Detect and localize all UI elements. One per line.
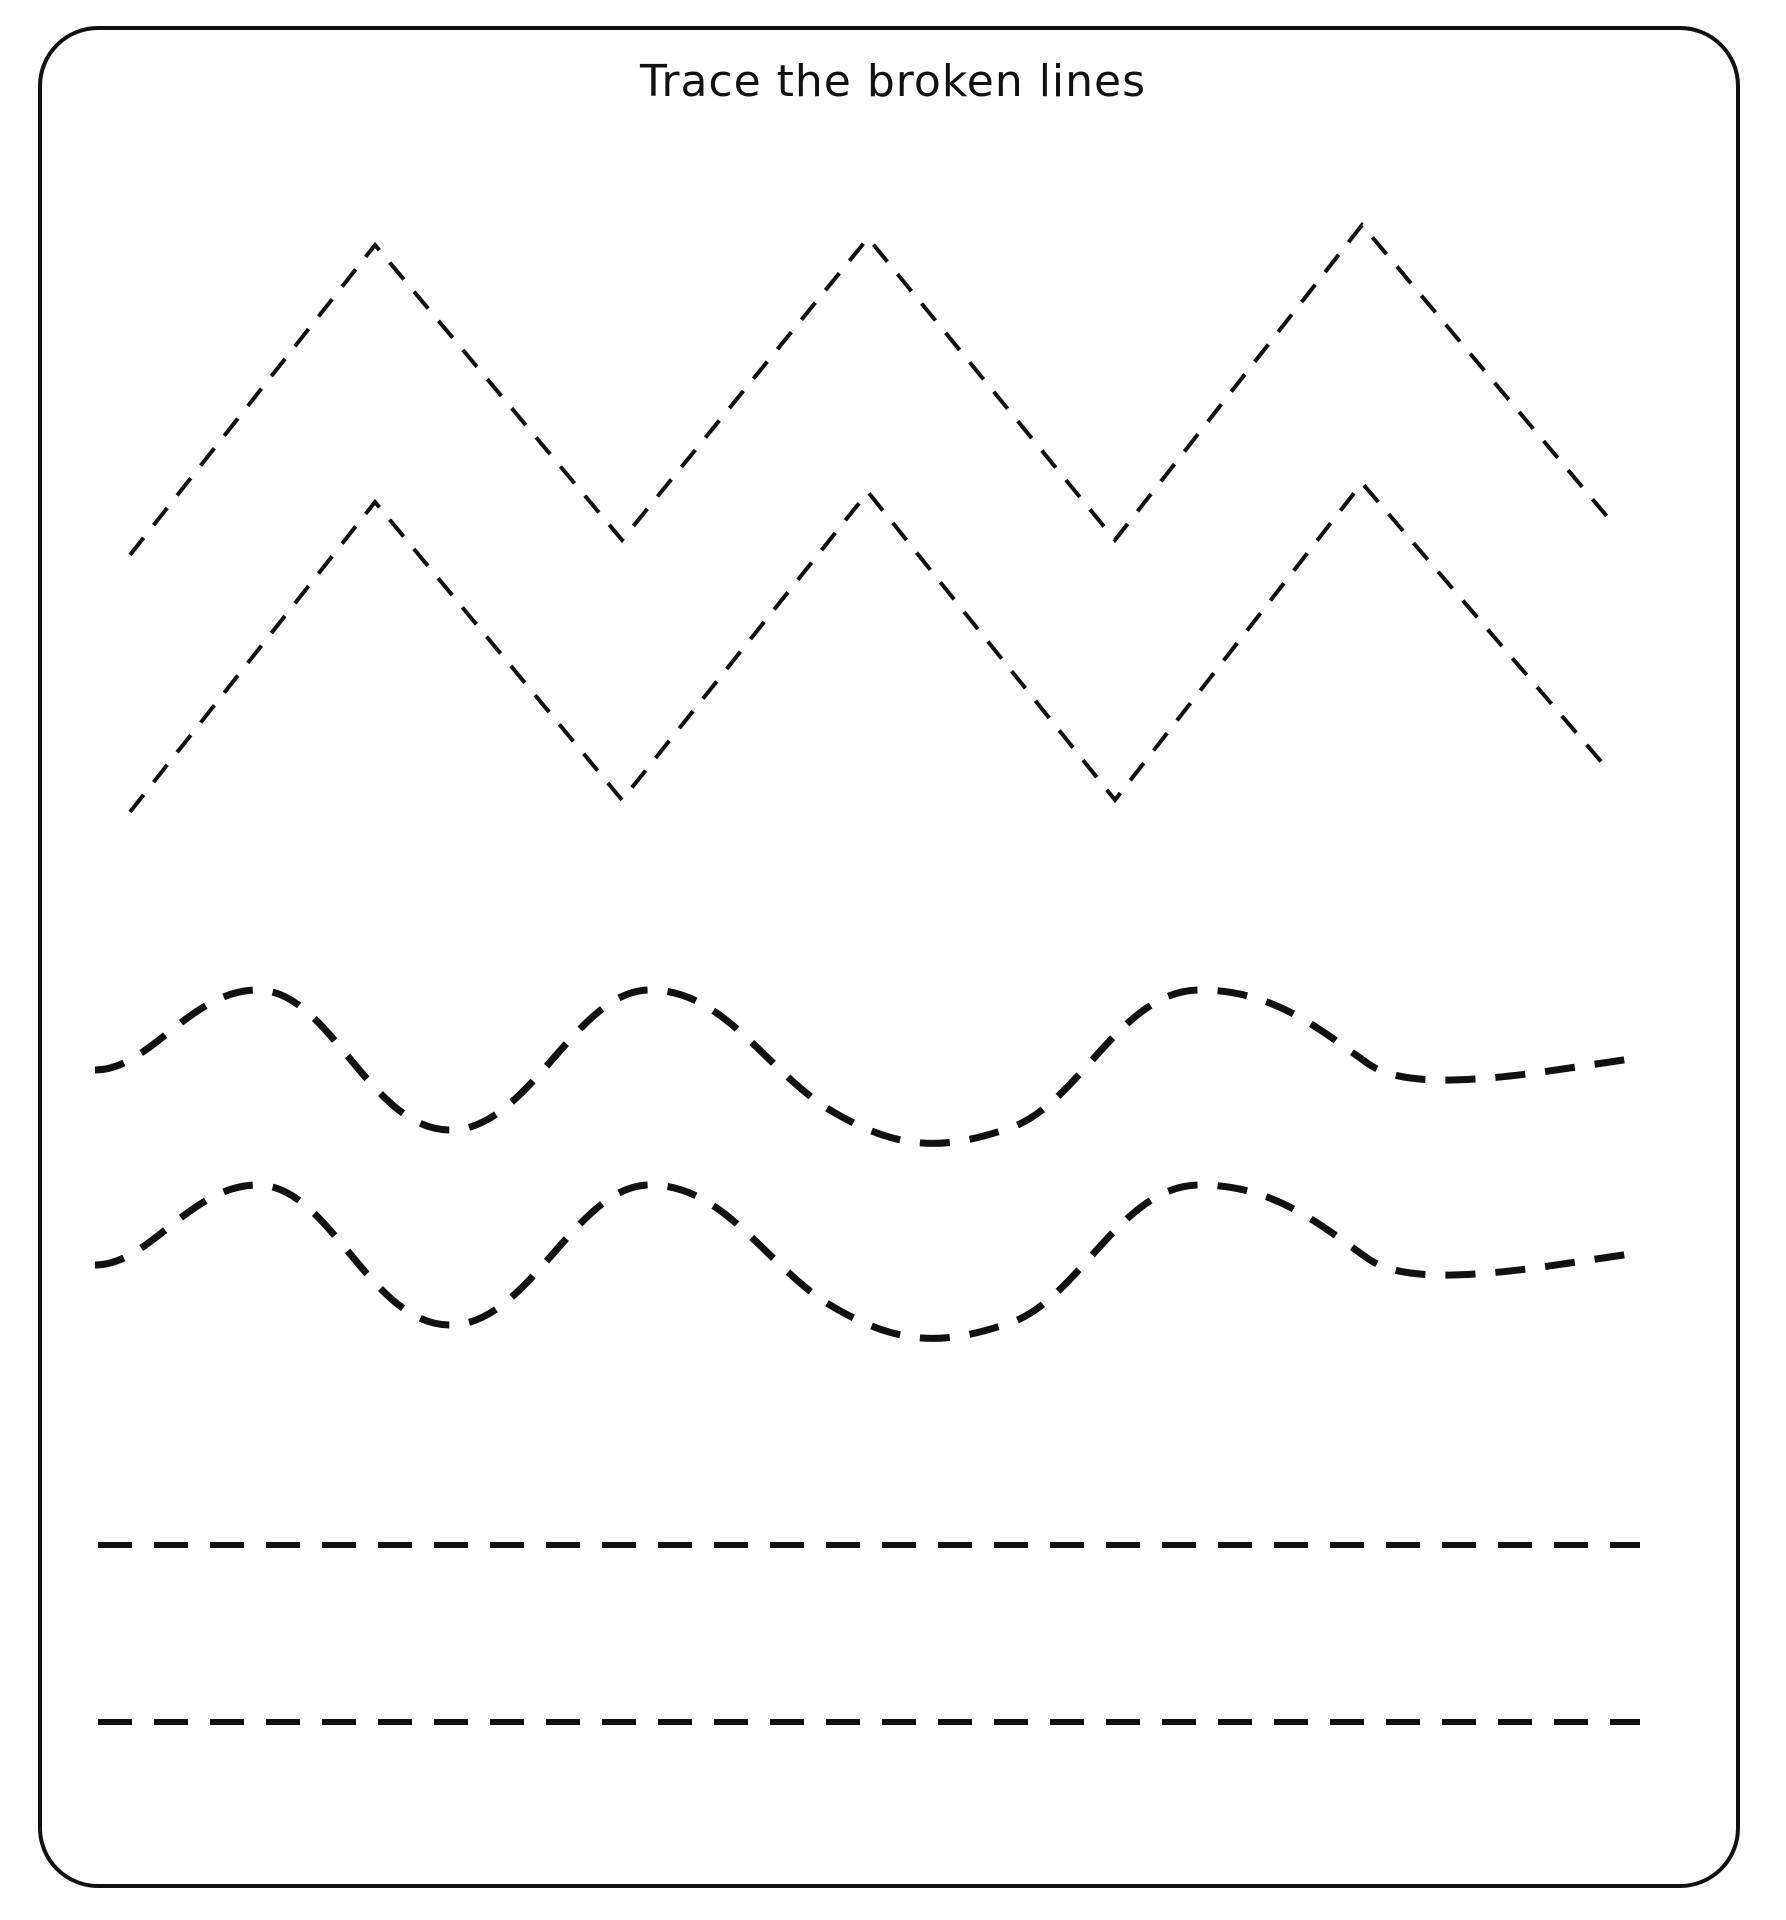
wave-row-2 — [95, 1185, 1638, 1338]
zigzag-row-1 — [130, 225, 1610, 555]
zigzag-row-2 — [130, 483, 1610, 812]
page-title: Trace the broken lines — [639, 56, 1147, 107]
wave-row-1 — [95, 990, 1638, 1143]
